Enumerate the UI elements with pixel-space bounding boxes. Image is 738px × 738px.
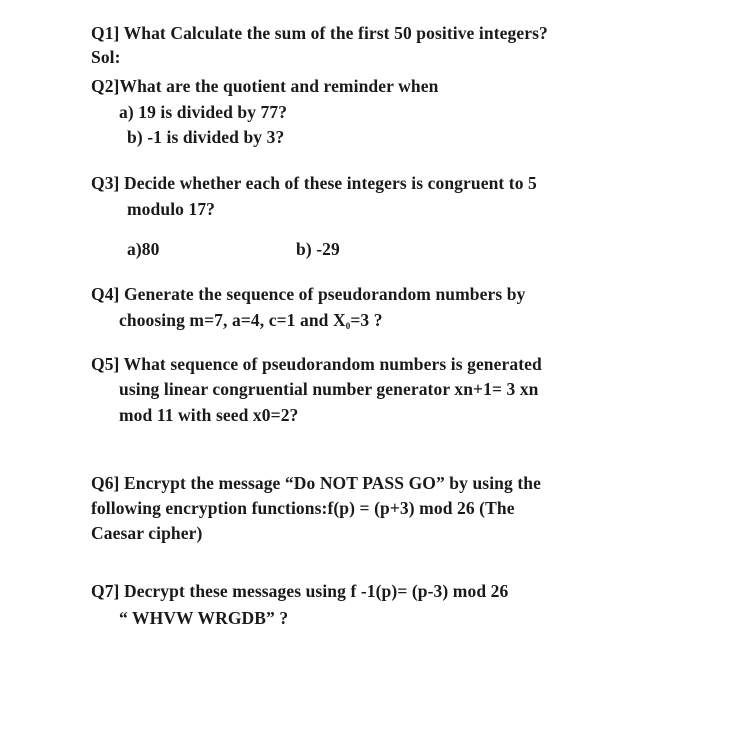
q2-question: Q2]What are the quotient and reminder when [91,76,439,96]
q1-question: Q1] What Calculate the sum of the first 50 positive integers? [91,23,548,43]
q3-question-line2: modulo 17? [127,199,216,219]
q7-question-line1: Q7] Decrypt these messages using f -1(p)= (p-3) mod 26 [91,581,509,601]
q6-question-line1: Q6] Encrypt the message “Do NOT PASS GO” by using the [91,473,541,493]
q3-part-a: a)80 [127,239,160,259]
q4-question-line1: Q4] Generate the sequence of pseudorandom numbers by [91,284,526,304]
q6-question-line2: following encryption functions:f(p) = (p+3) mod 26 (The [91,498,515,518]
q4-question-line2 [119,309,383,337]
q4-subscript: 0 [345,321,351,331]
q4-params: choosing m=7, a=4, c=1 and X [119,310,346,330]
q3-question-line1: Q3] Decide whether each of these integers is congruent to 5 [91,173,537,193]
q7-message: “ WHVW WRGDB” ? [119,608,289,628]
q2-part-b: b) -1 is divided by 3? [127,127,285,147]
q2-part-a: a) 19 is divided by 77? [119,102,288,122]
q6-question-line3: Caesar cipher) [91,523,203,543]
q5-question-line2: using linear congruential number generator xn+1= 3 xn [119,379,539,399]
q3-part-b: b) -29 [296,239,340,259]
q5-question-line1: Q5] What sequence of pseudorandom numbers is generated [91,354,542,374]
q5-question-line3: mod 11 with seed x0=2? [119,405,299,425]
q1-sol-label: Sol: [91,47,121,67]
q4-seed: =3 ? [350,310,383,330]
